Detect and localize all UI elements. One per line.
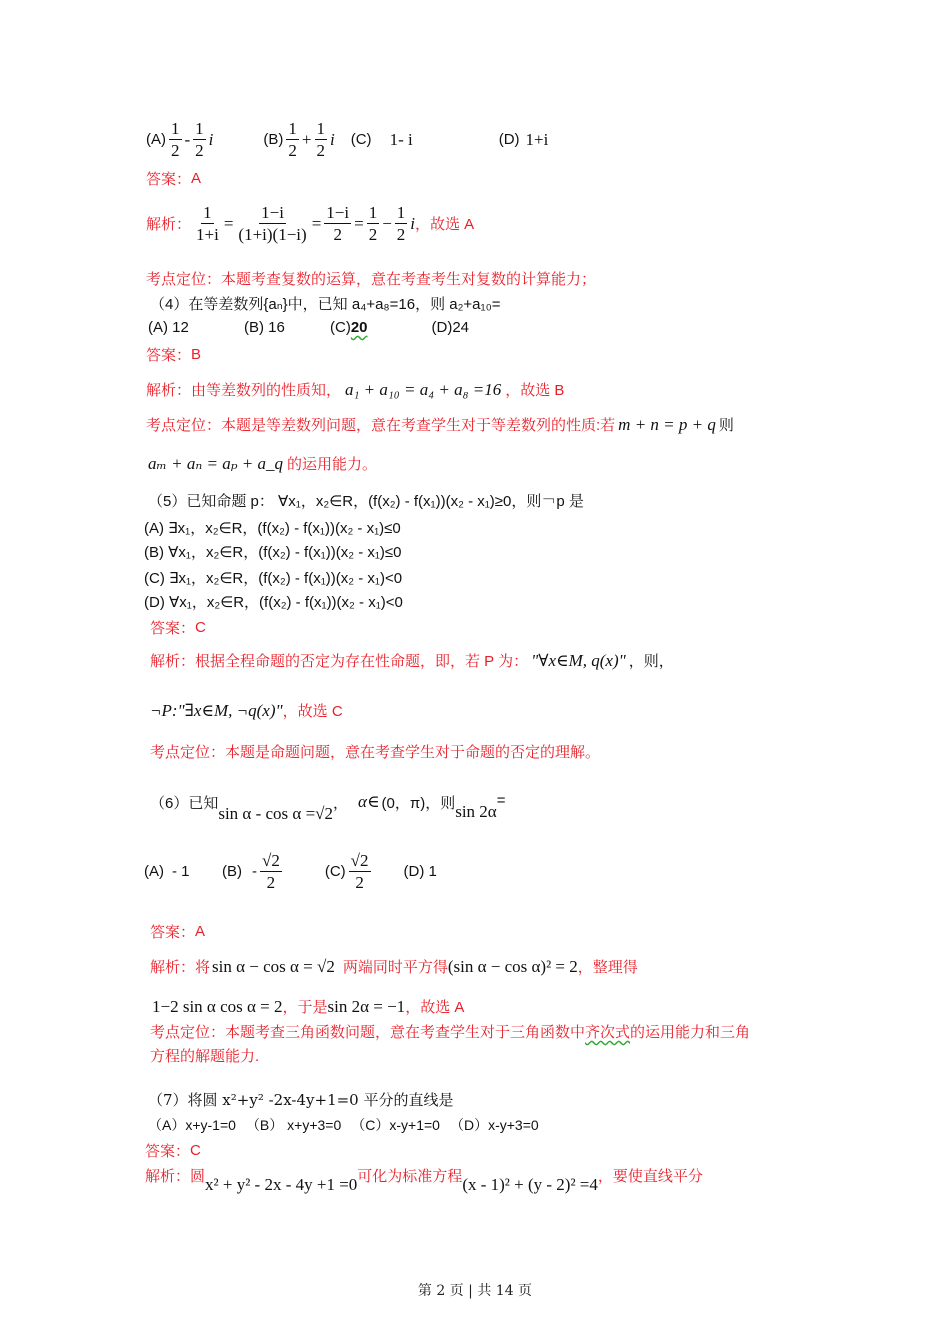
equals: = — [354, 213, 364, 233]
analysis-math: a₁ + a₁₀ = a₄ + a₈ =16 — [345, 379, 502, 399]
stem-text: （6）已知 — [150, 795, 219, 812]
q4-options — [148, 319, 469, 336]
numerator: √2 — [262, 851, 280, 870]
q5-option-d: (D) ∀x₁，x₂∈R，(f(x₂) - f(x₁))(x₂ - x₁)<0 — [144, 594, 403, 611]
option-c: (C) — [330, 319, 351, 336]
option-value: - 1 — [172, 863, 190, 880]
answer-label: 答案： — [146, 347, 192, 364]
analysis-conclusion: ，故选 C — [282, 703, 343, 720]
q5-option-b: (B) ∀x₁，x₂∈R，(f(x₂) - f(x₁))(x₂ - x₁)≤0 — [144, 544, 402, 561]
analysis-conclusion: ，故选 A — [415, 216, 475, 233]
q6-key-point — [150, 1021, 750, 1042]
fraction — [193, 118, 206, 161]
numerator: 1 — [288, 119, 297, 138]
denominator: 2 — [355, 873, 364, 892]
numerator: 1−i — [326, 203, 350, 222]
option-a: （A）x+y-1=0 — [148, 1117, 236, 1133]
option-d: (D)24 — [431, 319, 470, 336]
imaginary-unit: i — [330, 129, 335, 149]
numerator: 1 — [171, 119, 180, 138]
answer-value: C — [190, 1142, 201, 1159]
denominator: 2 — [266, 873, 276, 892]
option-label: (C) — [350, 131, 372, 148]
q3-answer — [146, 168, 201, 189]
option-label: (B) — [222, 863, 242, 880]
imaginary-unit: i — [208, 129, 214, 149]
denominator: 2 — [288, 141, 297, 160]
analysis-conclusion: ，故选 A — [405, 999, 465, 1016]
analysis-math: (x - 1)² + (y - 2)² =4 — [462, 1175, 598, 1194]
minus: − — [382, 213, 392, 233]
option-label: (C) — [324, 863, 346, 880]
numerator: 1−i — [261, 203, 284, 222]
option-d: （D）x-y+3=0 — [449, 1117, 539, 1133]
q4-key-point-line2 — [148, 453, 377, 474]
q4-key-point — [146, 414, 734, 435]
key-point-text: 考点定位：本题是等差数列问题，意在考查学生对于等差数列的性质:若 — [146, 417, 616, 434]
q6-key-point-line2: 方程的解题能力. — [150, 1048, 260, 1065]
q3-options — [146, 118, 548, 161]
q4-analysis — [146, 379, 564, 400]
key-point-math: aₘ + aₙ = aₚ + a_q — [148, 453, 284, 473]
option-c: （C）x-y+1=0 — [351, 1117, 440, 1133]
answer-label: 答案： — [150, 620, 196, 637]
q6-analysis — [150, 956, 638, 977]
q6-analysis-line2 — [152, 996, 464, 1017]
option-label: (A) — [144, 863, 164, 880]
key-point-text: 的运用能力和三角 — [630, 1024, 751, 1041]
key-point-text: 齐次式 — [585, 1024, 631, 1041]
numerator: √2 — [350, 851, 369, 870]
analysis-math — [191, 202, 415, 245]
denominator: (1+i)(1−i) — [238, 225, 307, 244]
q5-option-c: (C) ∃x₁，x₂∈R，(f(x₂) - f(x₁))(x₂ - x₁)<0 — [144, 570, 403, 587]
analysis-text: ，则， — [628, 653, 674, 670]
stem-math: sin α - cos α =√2 — [218, 804, 333, 823]
answer-label: 答案： — [150, 924, 196, 941]
operator: + — [301, 129, 312, 149]
option-value: 1+i — [525, 129, 549, 149]
option-d: (D) 1 — [403, 863, 437, 880]
answer-value: B — [191, 346, 202, 363]
answer-label: 答案： — [145, 1143, 191, 1160]
equals: = — [311, 213, 322, 233]
numerator: 1 — [368, 203, 378, 222]
q5-answer — [150, 617, 206, 638]
q7-options — [148, 1115, 539, 1135]
key-point-text: 则 — [718, 417, 734, 434]
q6-stem — [150, 792, 505, 828]
q7-answer — [145, 1140, 201, 1161]
stem-text: (0，π)，则 — [381, 795, 456, 812]
q4-stem: （4）在等差数列{aₙ}中，已知 a₄+a₈=16，则 a₂+a₁₀= — [150, 296, 501, 313]
fraction — [286, 118, 299, 161]
option-value: 1- i — [389, 129, 413, 149]
q5-option-a: (A) ∃x₁，x₂∈R，(f(x₂) - f(x₁))(x₂ - x₁)≤0 — [144, 520, 401, 537]
analysis-text: 两端同时平方得 — [342, 959, 448, 976]
stem-text: = — [496, 792, 506, 809]
answer-value: A — [191, 170, 202, 187]
analysis-conclusion: ，故选 B — [505, 382, 565, 399]
q3-key-point: 考点定位：本题考查复数的运算，意在考查考生对复数的计算能力； — [146, 271, 597, 288]
imaginary-unit: i — [410, 213, 416, 233]
answer-value: A — [195, 923, 206, 940]
analysis-math: sin 2α = −1 — [327, 996, 406, 1016]
analysis-text: ，于是 — [282, 999, 328, 1016]
equals: = — [223, 213, 234, 233]
q3-analysis — [146, 202, 474, 245]
q6-answer — [150, 921, 205, 942]
stem-math: sin 2α — [455, 802, 497, 821]
analysis-text: ，要使直线平分 — [597, 1167, 703, 1185]
denominator: 2 — [396, 225, 406, 244]
analysis-math: ¬P:"∃x∈M, ¬q(x)" — [150, 700, 283, 720]
analysis-text: 解析：根据全程命题的否定为存在性命题，即，若 P 为： — [150, 653, 529, 670]
option-b: （B） x+y+3=0 — [245, 1117, 342, 1133]
analysis-text: 解析：由等差数列的性质知， — [146, 382, 342, 399]
stem-text: ， — [333, 795, 349, 812]
option-label: (A) — [146, 131, 166, 148]
analysis-math: 1−2 sin α cos α = 2 — [152, 996, 283, 1016]
denominator: 1+i — [196, 225, 219, 244]
q5-analysis-line2 — [150, 700, 343, 721]
option-label: (D) — [498, 131, 520, 148]
page-footer: 第 2 页 | 共 14 页 — [417, 1283, 533, 1299]
analysis-math: (sin α − cos α)² = 2 — [447, 956, 578, 976]
analysis-text: 解析：将 — [150, 959, 211, 976]
q5-stem: （5）已知命题 p： ∀x₁，x₂∈R，(f(x₂) - f(x₁))(x₂ - x₁)≥0，则￢p 是 — [148, 493, 584, 510]
denominator: 2 — [368, 225, 378, 244]
denominator: 2 — [195, 141, 204, 160]
denominator: 2 — [316, 141, 325, 160]
fraction — [349, 850, 371, 893]
denominator: 2 — [171, 141, 180, 160]
fraction — [169, 118, 182, 161]
q5-key-point: 考点定位：本题是命题问题，意在考查学生对于命题的否定的理解。 — [150, 744, 601, 761]
answer-value: C — [195, 619, 206, 636]
answer-label: 答案： — [146, 171, 192, 188]
operator: - — [184, 129, 191, 149]
q4-answer — [146, 344, 201, 365]
analysis-text: ，整理得 — [577, 959, 638, 976]
analysis-math: "∀x∈M, q(x)" — [531, 650, 626, 670]
fraction — [260, 850, 282, 893]
key-point-math: m + n = p + q — [618, 414, 716, 434]
analysis-text: 解析：圆 — [145, 1167, 206, 1185]
q6-options — [144, 850, 437, 893]
q7-stem: （7）将圆 x²+y² -2x-4y+1=0 平分的直线是 — [148, 1091, 454, 1109]
stem-math: α∈ — [358, 792, 380, 811]
numerator: 1 — [203, 203, 212, 222]
option-b: (B) 16 — [244, 319, 285, 336]
analysis-text: 可化为标准方程 — [357, 1167, 463, 1185]
option-label: (B) — [263, 131, 284, 148]
analysis-label: 解析： — [146, 216, 192, 233]
key-point-text: 的运用能力。 — [287, 456, 378, 473]
q5-analysis — [150, 650, 674, 671]
numerator: 1 — [396, 203, 406, 222]
q7-analysis — [145, 1165, 703, 1199]
numerator: 1 — [316, 119, 325, 138]
denominator: 2 — [333, 225, 342, 244]
analysis-math: x² + y² - 2x - 4y +1 =0 — [205, 1175, 358, 1194]
numerator: 1 — [195, 119, 204, 138]
analysis-math: sin α − cos α = √2 — [212, 956, 335, 976]
option-c-value: 20 — [350, 319, 368, 336]
key-point-text: 考点定位：本题考查三角函数问题，意在考查学生对于三角函数中 — [150, 1024, 586, 1041]
option-a: (A) 12 — [148, 319, 189, 336]
option-sign: - — [252, 863, 257, 880]
fraction — [315, 118, 328, 161]
